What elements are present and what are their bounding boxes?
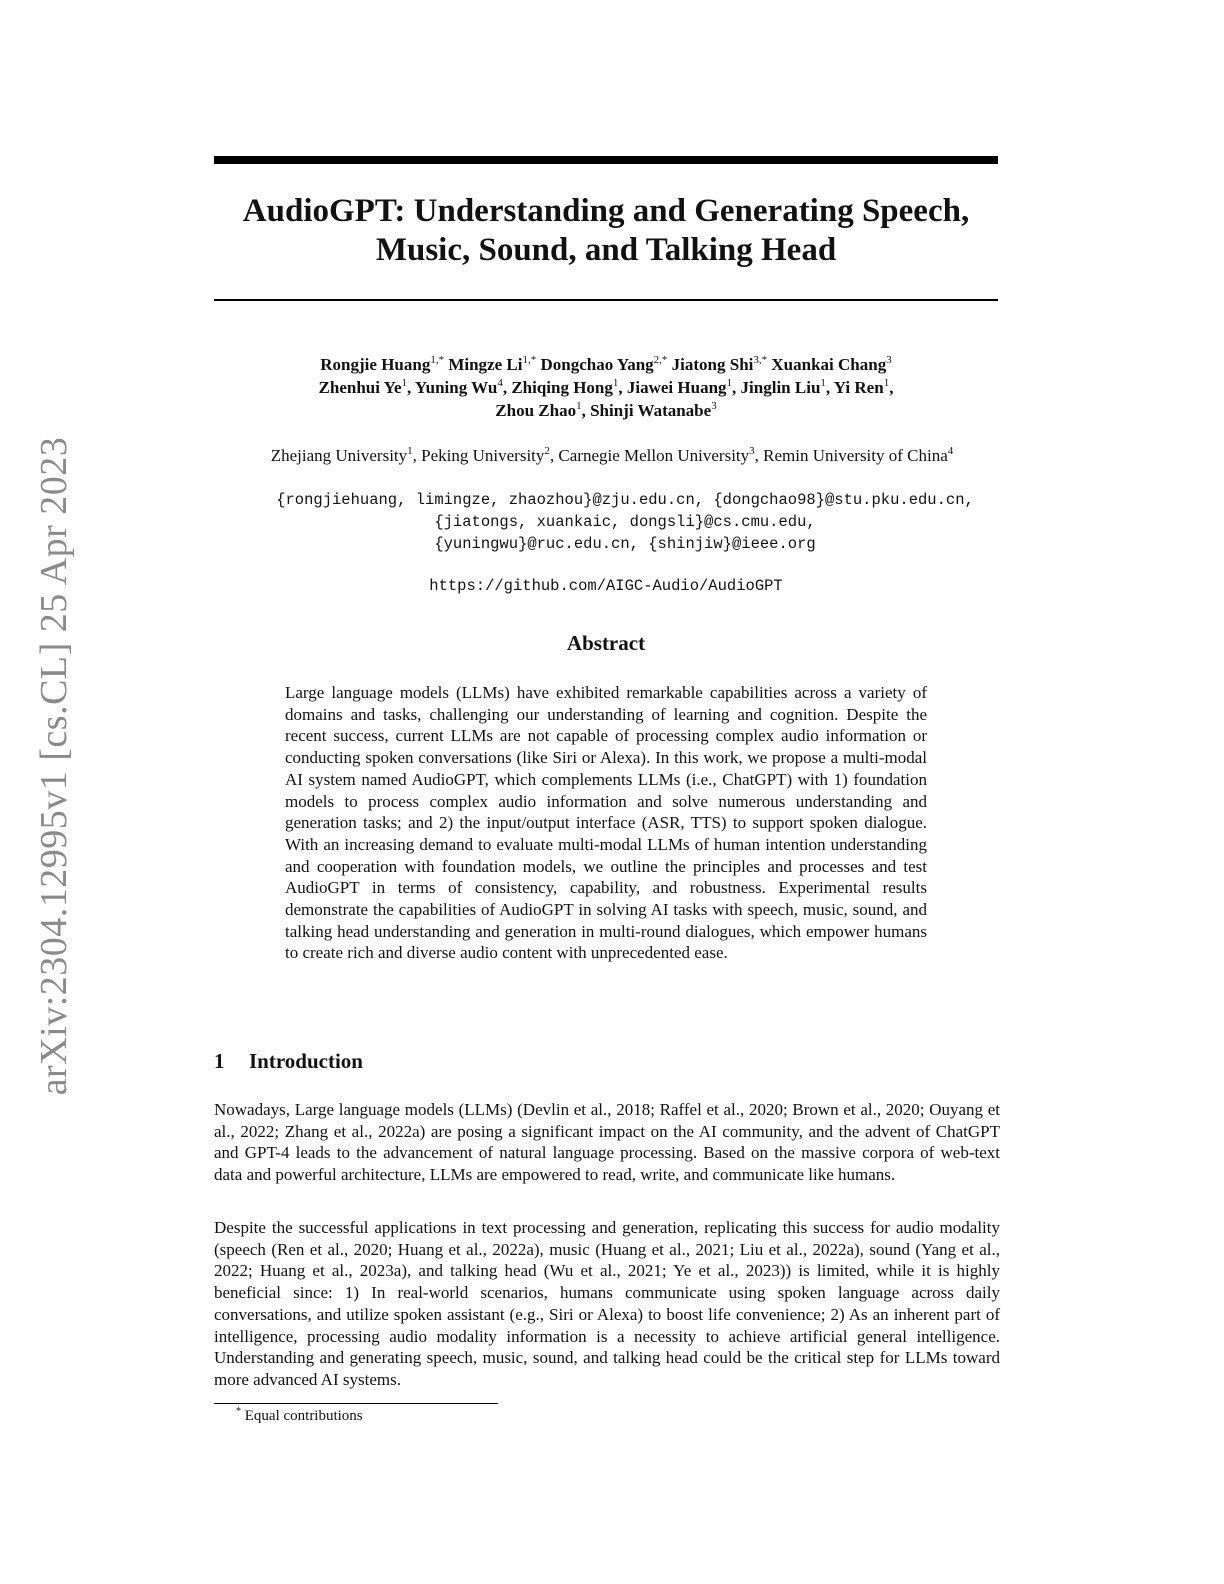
project-url-link[interactable]: https://github.com/AIGC-Audio/AudioGPT [429,577,783,595]
author-affiliation-mark: 1 [576,400,582,412]
footnote-rule [214,1403,498,1404]
affiliations: Zhejiang University$^1$, Peking University$^2$, Carnegie Mellon University$^3$, Remin University of China$^4$ [270,445,954,465]
author-name: Mingze Li [448,355,523,374]
author-affiliation-mark: 2,* [653,354,668,366]
affiliation-name: Carnegie Mellon University [558,446,750,465]
author-name: Shinji Watanabe [590,401,712,420]
footnote [236,1406,363,1426]
author-affiliation-mark: 1,* [522,354,537,366]
author-affiliation-mark: 1 [401,377,408,389]
author-affiliation-mark: 1 [883,377,890,389]
email-line[interactable]: {rongjiehuang, limingze, zhaozhou}@zju.edu.cn, {dongchao98}@stu.pku.edu.cn, [276,491,974,509]
author-name: Yuning Wu [414,378,498,397]
paper-title [214,192,998,270]
affiliation-mark: 4 [947,445,954,457]
title-bottom-rule [214,299,998,301]
affiliation-mark: 1 [407,445,413,457]
email-line[interactable]: {jiatongs, xuankaic, dongsli}@cs.cmu.edu, [434,513,816,531]
affiliation-name: Zhejiang University [270,446,408,465]
author-affiliation-mark: 1 [726,377,733,389]
author-list [214,353,998,422]
author-name: Zhenhui Ye [318,378,402,397]
author-affiliation-mark: 4 [497,377,503,389]
footnote-mark: * [236,1406,241,1417]
abstract-body: Large language models (LLMs) have exhibited remarkable capabilities across a variety of domains and tasks, challenging our understanding of learning and cognition. Despite the recent success, current LLMs are not capable of processing complex audio information or conducting spoken conversations (like Siri or Alexa). In this work, we propose a multi-modal AI system named AudioGPT, which complements LLMs (i.e., ChatGPT) with 1) foundation models to process complex audio information and solve numerous understanding and generation tasks; and 2) the input/output interface (ASR, TTS) to support spoken dialogue. With an increasing demand to evaluate multi-modal LLMs of human intention understanding and cooperation with foundation models, we outline the principles and processes and test AudioGPT in terms of consistency, capability, and robustness. Experimental results demonstrate the capabilities of AudioGPT in solving AI tasks with speech, music, sound, and talking head understanding and generation in multi-round dialogues, which empower humans to create rich and diverse audio content with unprecedented ease. [285,683,927,963]
abstract-heading: Abstract [566,631,646,655]
email-line[interactable]: {yuningwu}@ruc.edu.cn, {shinjiw}@ieee.org [434,535,816,553]
title-line-2: Music, Sound, and Talking Head [375,232,837,268]
intro-paragraph-2: Despite the successful applications in text processing and generation, replicating this success for audio modality (speech (Ren et al., 2020; Huang et al., 2022a), music (Huang et al., 2021; Liu et al., 2022a), sound (Yang et al., 2022; Huang et al., 2023a), and talking head (Wu et al., 2021; Ye et al., 2023)) is limited, while it is highly beneficial since: 1) In real-world scenarios, humans communicate using spoken language across daily conversations, and utilize spoken assistant (e.g., Siri or Alexa) to boost life convenience; 2) As an inherent part of intelligence, processing audio modality information is a necessity to achieve artificial general intelligence. Understanding and generating speech, music, sound, and talking head could be the critical step for LLMs toward more advanced AI systems. [214,1218,1000,1389]
author-name: Jinglin Liu [740,378,821,397]
author-affiliation-mark: 3 [886,354,892,366]
author-name: Jiawei Huang [626,378,727,397]
author-line-1 [214,353,998,376]
author-name: Xuankai Chang [771,355,887,374]
affiliation-name: Peking University [421,446,545,465]
author-line-2: Zhenhui Ye$^1$, Yuning Wu$^4$, Zhiqing Hong$^1$, Jiawei Huang$^1$, Jinglin Liu$^1$, Yi Ren$^1$, [318,377,894,397]
affiliation-mark: 3 [749,445,755,457]
author-name: Yi Ren [833,378,884,397]
author-name: Jiatong Shi [671,355,754,374]
author-affiliation-mark: 1,* [430,354,445,366]
title-top-rule [214,156,998,164]
footnote-text: Equal contributions [244,1408,363,1424]
author-name: Zhiqing Hong [511,378,613,397]
author-affiliation-mark: 3,* [753,354,768,366]
author-name: Rongjie Huang [320,355,431,374]
author-name: Dongchao Yang [540,355,654,374]
author-affiliation-mark: 3 [711,400,717,412]
author-affiliation-mark: 1 [820,377,826,389]
affiliation-mark: 2 [544,445,550,457]
section-title: Introduction [249,1049,363,1073]
title-line-1: AudioGPT: Understanding and Generating Speech, [242,193,970,229]
section-number: 1 [214,1049,225,1073]
intro-paragraph-1: Nowadays, Large language models (LLMs) (Devlin et al., 2018; Raffel et al., 2020; Brown et al., 2020; Ouyang et al., 2022; Zhang et al., 2022a) are posing a significant impact on the AI community, and the advent of ChatGPT and GPT-4 leads to the advancement of natural language processing. Based on the massive corpora of web-text data and powerful architecture, LLMs are empowered to read, write, and communicate like humans. [214,1100,1000,1185]
author-line-3: Zhou Zhao$^1$, Shinji Watanabe$^3$ [495,400,717,420]
arxiv-identifier: arXiv:2304.12995v1 [cs.CL] 25 Apr 2023 [33,436,75,1096]
section-heading-introduction [214,1048,363,1074]
author-emails [180,489,1070,555]
affiliation-name: Remin University of China [763,446,948,465]
author-affiliation-mark: 1 [612,377,619,389]
author-name: Zhou Zhao [495,401,577,420]
